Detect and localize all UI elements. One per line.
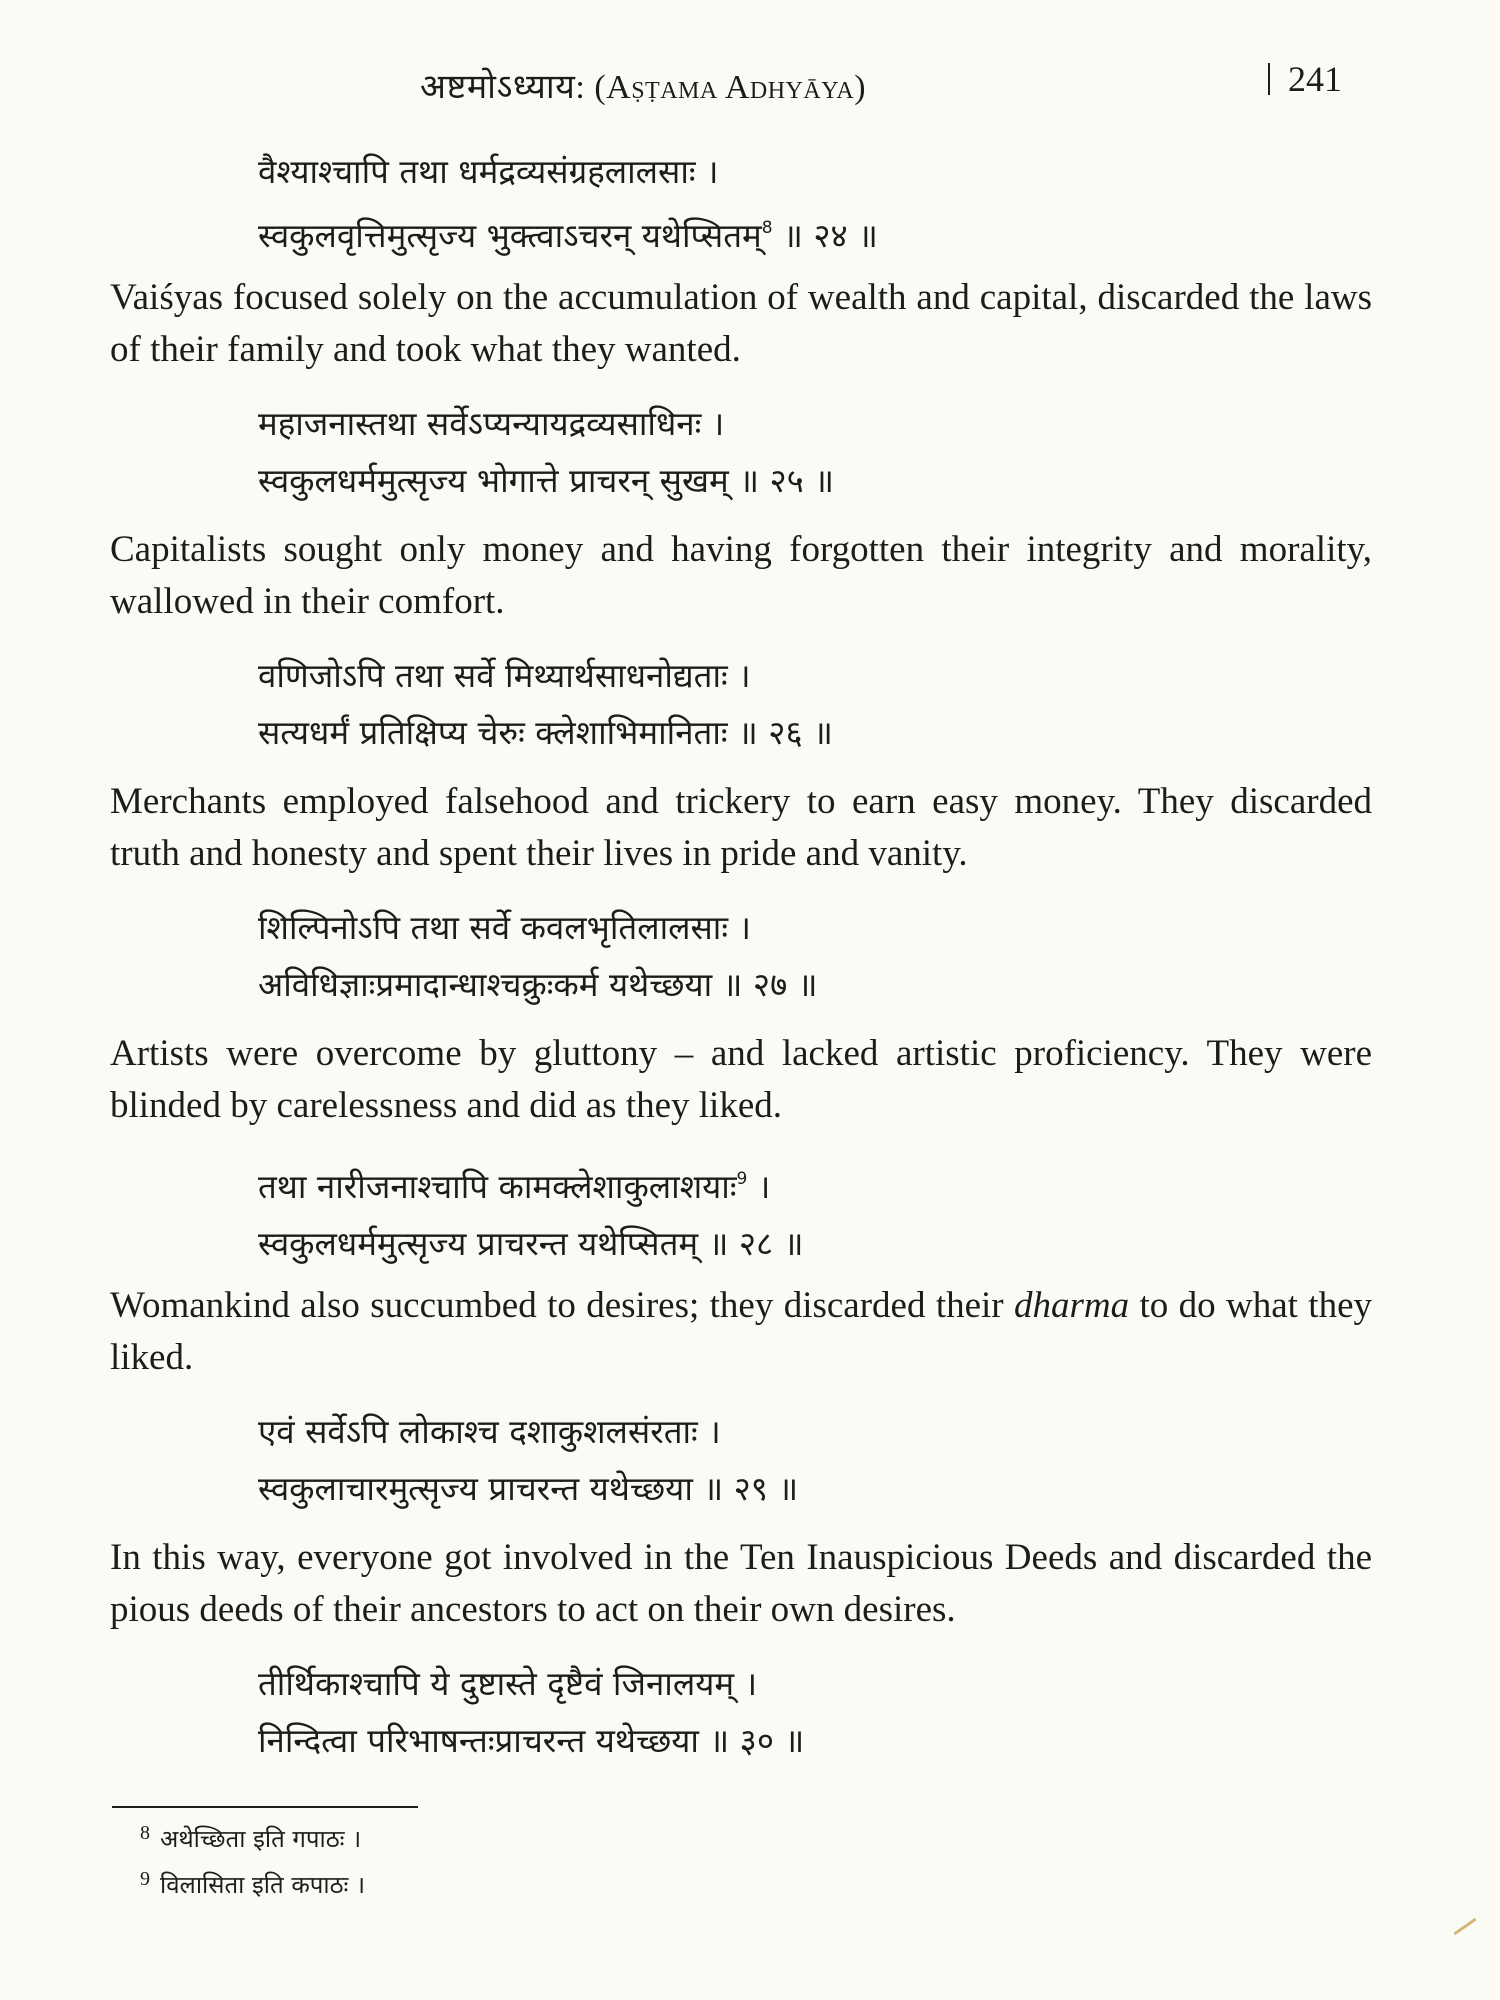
verse-danda: । bbox=[747, 1167, 771, 1206]
verse-line: स्वकुलधर्ममुत्सृज्य भोगात्ते प्राचरन् सुखम् ॥ २५ ॥ bbox=[258, 461, 835, 500]
translation-27: Artists were overcome by gluttony – and lacked artistic proficiency. They were blinded by carelessness and did as they liked. bbox=[110, 1033, 1372, 1126]
verse-line: शिल्पिनोऽपि तथा सर्वे कवलभृतिलालसाः । bbox=[258, 908, 752, 947]
verse-line: तीर्थिकाश्चापि ये दुष्टास्ते दृष्टैवं जिनालयम् । bbox=[258, 1664, 758, 1703]
verse-28 bbox=[258, 1151, 803, 1272]
footnote-text: अथेच्छिता इति गपाठः । bbox=[160, 1825, 362, 1853]
page-number-rule bbox=[1268, 63, 1270, 95]
translation-26: Merchants employed falsehood and trickery to earn easy money. They discarded truth and honesty and spent their lives in pride and vanity. bbox=[110, 781, 1372, 874]
chapter-title-devanagari: अष्टमोऽध्याय: bbox=[420, 69, 586, 106]
footnote-9 bbox=[140, 1868, 365, 1901]
verse-line: एवं सर्वेऽपि लोकाश्च दशाकुशलसंरताः । bbox=[258, 1412, 721, 1451]
verse-text: तथा नारीजनाश्चापि कामक्लेशाकुलाशयाः bbox=[258, 1167, 737, 1206]
verse-29 bbox=[258, 1403, 798, 1517]
emphasis-term: dharma bbox=[1014, 1285, 1130, 1326]
verse-line bbox=[258, 1151, 803, 1215]
verse-line: सत्यधर्मं प्रतिक्षिप्य चेरुः क्लेशाभिमानिताः ॥ २६ ॥ bbox=[258, 713, 833, 752]
verse-line: वैश्याश्चापि तथा धर्मद्रव्यसंग्रहलालसाः । bbox=[258, 152, 719, 191]
translation-28 bbox=[110, 1280, 1372, 1384]
page-number bbox=[1268, 58, 1342, 100]
verse-27 bbox=[258, 899, 818, 1013]
footnote-mark: 9 bbox=[140, 1868, 150, 1890]
translation-24: Vaiśyas focused solely on the accumulation of wealth and capital, discarded the laws of their family and took what they wanted. bbox=[110, 277, 1372, 370]
translation-text: Womankind also succumbed to desires; they discarded their bbox=[110, 1285, 1014, 1326]
footnote-8 bbox=[140, 1822, 361, 1855]
verse-line: महाजनास्तथा सर्वेऽप्यन्यायद्रव्यसाधिनः । bbox=[258, 404, 725, 443]
verse-text: स्वकुलवृत्तिमुत्सृज्य भुक्त्वाऽचरन् यथेप्सितम् bbox=[258, 216, 762, 255]
verse-30 bbox=[258, 1655, 804, 1769]
verse-25 bbox=[258, 395, 834, 509]
translation-29: In this way, everyone got involved in the Ten Inauspicious Deeds and discarded the pious deeds of their ancestors to act on their own desires. bbox=[110, 1537, 1372, 1630]
verse-24 bbox=[258, 143, 878, 264]
running-head bbox=[420, 62, 866, 108]
verse-number: ॥ २४ ॥ bbox=[772, 216, 878, 255]
footnote-ref: 8 bbox=[761, 218, 773, 238]
verse-line: स्वकुलाचारमुत्सृज्य प्राचरन्त यथेच्छया ॥ २९ ॥ bbox=[258, 1469, 799, 1508]
chapter-title-roman: (Aṣṭama Adhyāya) bbox=[594, 69, 867, 106]
footnote-mark: 8 bbox=[140, 1822, 150, 1844]
translation-text: to do what they liked. bbox=[110, 1285, 1372, 1378]
pencil-mark bbox=[1453, 1918, 1476, 1935]
footnote-text: विलासिता इति कपाठः । bbox=[160, 1871, 366, 1899]
footnote-rule bbox=[112, 1806, 418, 1808]
verse-26 bbox=[258, 647, 833, 761]
verse-line: निन्दित्वा परिभाषन्तःप्राचरन्त यथेच्छया ॥ ३० ॥ bbox=[258, 1721, 805, 1760]
verse-line: अविधिज्ञाःप्रमादान्धाश्चक्रुःकर्म यथेच्छया ॥ २७ ॥ bbox=[258, 965, 818, 1004]
verse-line: स्वकुलधर्ममुत्सृज्य प्राचरन्त यथेप्सितम् ॥ २८ ॥ bbox=[258, 1224, 804, 1263]
translation-25: Capitalists sought only money and having forgotten their integrity and morality, wallowed in their comfort. bbox=[110, 529, 1372, 622]
page-number-value: 241 bbox=[1288, 59, 1342, 99]
verse-line: वणिजोऽपि तथा सर्वे मिथ्यार्थसाधनोद्यताः । bbox=[258, 656, 751, 695]
verse-line bbox=[258, 200, 878, 264]
footnote-ref: 9 bbox=[736, 1169, 748, 1189]
